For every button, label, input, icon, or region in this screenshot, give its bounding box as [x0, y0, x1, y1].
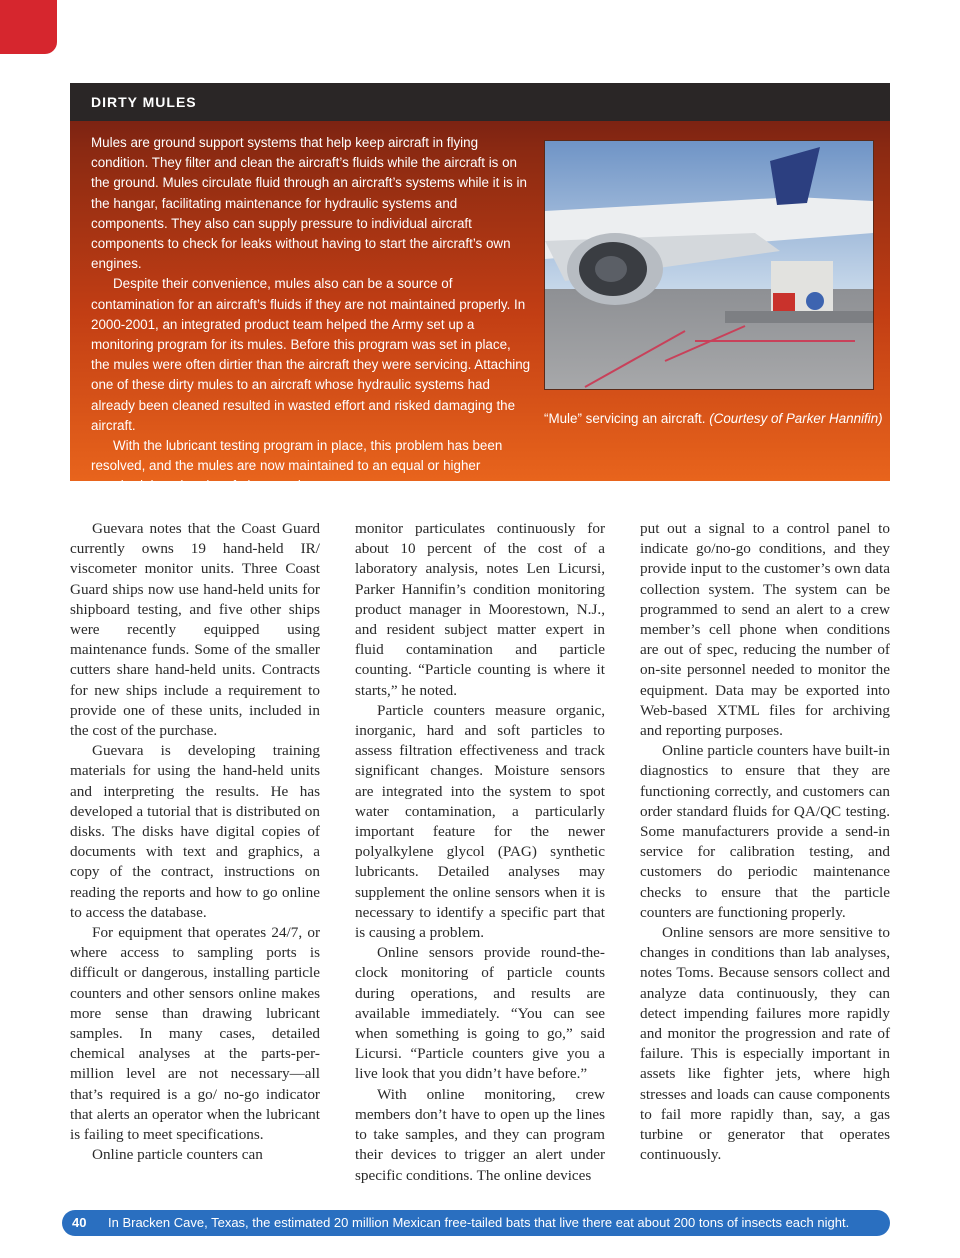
- article-column-1: [70, 519, 320, 1166]
- photo-caption: [544, 411, 884, 426]
- article-column-3: [640, 519, 890, 1166]
- article-paragraph: Online particle counters can: [92, 1146, 263, 1164]
- footer-fact: In Bracken Cave, Texas, the estimated 20 million Mexican free-tailed bats that live there eat about 200 tons of insects each night.: [108, 1215, 850, 1230]
- article-paragraph: put out a signal to a control panel to indicate go/no-go conditions, and they provide input to the customer’s own data collection system. The system can be programmed to send an alert to a crew member’s cell phone when conditions are out of spec, reducing the number of on-site personnel needed to monitor the equipment. Data may be exported into Web-based XTML files for archiving and reporting purposes.: [640, 520, 890, 740]
- article-paragraph: Guevara is developing training materials for using the hand-held units and interpreting the results. He has developed a tutorial that is distributed on disks. The disks have digital copies of documents with text and graphics, a copy of the contract, instructions on reading the reports and how to go online to access the database.: [70, 742, 320, 921]
- article-paragraph: Online sensors provide round-the-clock monitoring of particle counts during operations, and results are available immediately. “You can see when something is going to go,” said Licursi. “Particle counters give you a live look that you didn’t have before.”: [355, 944, 605, 1083]
- article-column-2: [355, 519, 605, 1186]
- article-paragraph: Guevara notes that the Coast Guard currently owns 19 hand-held IR/ viscometer monitor units. Three Coast Guard ships now use hand-held units for shipboard testing, and five other ships were recently equipped using maintenance funds. Some of the smaller cutters share hand-held units. Contracts for new ships include a requirement to provide one of these units, included in the cost of the purchase.: [70, 520, 320, 740]
- corner-tab: [0, 0, 57, 54]
- sidebar-box-dirty-mules: [70, 83, 890, 494]
- article-body: [70, 519, 890, 1189]
- article-paragraph: monitor particulates continuously for about 10 percent of the cost of a laboratory analysis, notes Len Licursi, Parker Hannifin’s condition monitoring product manager in Moorestown, N.J., and resident subject matter expert in fluid contamination and particle counting. “Particle counting is where it starts,” he noted.: [355, 520, 605, 699]
- sidebar-paragraph: Mules are ground support systems that help keep aircraft in flying condition. They filter and clean the aircraft’s fluids while the aircraft is on the ground. Mules circulate fluid through an aircraft’s systems while it is in the hangar, facilitating maintenance for hydraulic systems and components. They also can supply pressure to individual aircraft components to check for leaks without having to start the aircraft’s own engines.: [91, 135, 527, 272]
- caption-credit: (Courtesy of Parker Hannifin): [709, 411, 883, 426]
- sidebar-title: DIRTY MULES: [70, 83, 890, 121]
- article-paragraph: Particle counters measure organic, inorganic, hard and soft particles to assess filtration effectiveness and track significant changes. Moisture sensors are integrated into the system to spot water contamination, a particularly important feature for the newer polyalkylene glycol (PAG) synthetic lubricants. Detailed analyses may supplement the online sensors when it is necessary to identify a specific part that is causing a problem.: [355, 701, 605, 942]
- article-paragraph: With online monitoring, crew members don’t have to open up the lines to take samples, and they can program their devices to trigger an alert under specific conditions. The online devices: [355, 1085, 605, 1184]
- sidebar-paragraph: With the lubricant testing program in place, this problem has been resolved, and the mules are now maintained to an equal or higher standard than the aircraft they service.: [91, 438, 503, 494]
- caption-text: “Mule” servicing an aircraft.: [544, 411, 706, 426]
- article-paragraph: For equipment that operates 24/7, or where access to sampling ports is difficult or dangerous, installing particle counters and other sensors online makes more sense than drawing lubricant samples. In many cases, detailed chemical analyses at the parts-per-million level are not necessary—all that’s required is a go/ no-go indicator that alerts an operator when the lubricant is failing to meet specifications.: [70, 924, 320, 1144]
- article-paragraph: Online particle counters have built-in diagnostics to ensure that they are functioning correctly, and customers can order standard fluids for QA/QC testing. Some manufacturers provide a send-in service for calibration testing, and customers do periodic maintenance checks to ensure that the particle counters are functioning properly.: [640, 742, 890, 921]
- aircraft-illustration: [545, 141, 873, 389]
- sidebar-text: [91, 133, 531, 497]
- sidebar-paragraph: Despite their convenience, mules also can be a source of contamination for an aircraft’s fluids if they are not maintained properly. In 2000-2001, an integrated product team helped the Army set up a monitoring program for its mules. Before this program was set in place, the mules were often dirtier than the aircraft they were servicing. Attaching one of these dirty mules to an aircraft whose hydraulic systems had already been cleaned resulted in wasted effort and risked damaging the aircraft.: [91, 276, 531, 433]
- footer-bar: [62, 1210, 890, 1236]
- page-number: 40: [72, 1215, 87, 1230]
- mule-aircraft-photo: [544, 140, 874, 390]
- article-paragraph: Online sensors are more sensitive to changes in conditions than lab analyses, notes Toms. Because sensors collect and analyze data continuously, they can detect impending failures more rapidly and monitor the progression and rate of failure. This is especially important in assets like fighter jets, where high stresses and loads can cause components to fail more rapidly than, say, a gas turbine or generator that operates continuously.: [640, 924, 890, 1164]
